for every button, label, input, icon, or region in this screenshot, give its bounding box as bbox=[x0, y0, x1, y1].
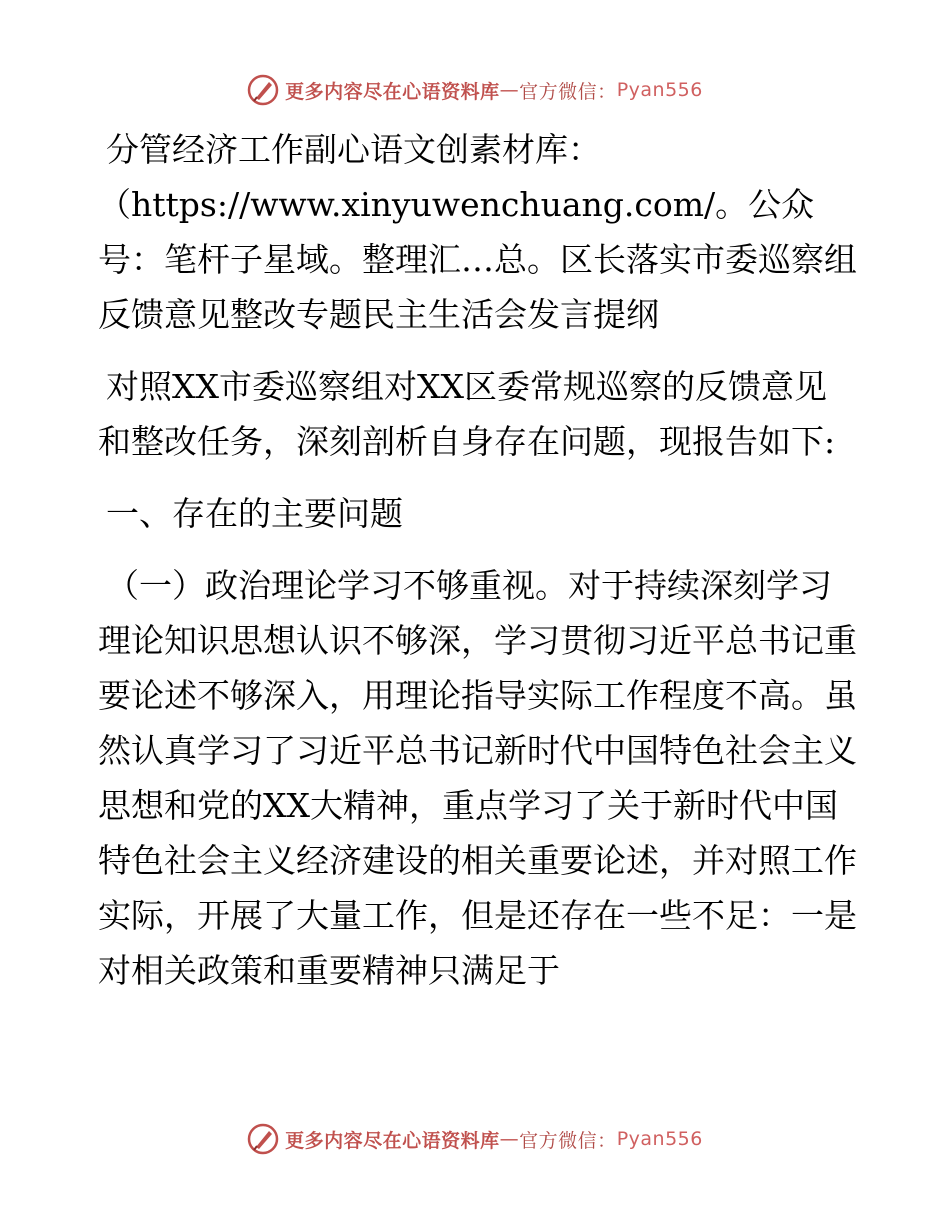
banner-lead-text: 更多内容尽在心语资料库 bbox=[285, 80, 500, 103]
quill-pen-logo-icon bbox=[247, 74, 279, 106]
banner-lead-text: 更多内容尽在心语资料库 bbox=[285, 1129, 500, 1152]
banner-wechat-id: Pyan556 bbox=[616, 1128, 703, 1150]
document-body bbox=[98, 122, 858, 998]
document-title-paragraph: 分管经济工作副心语文创素材库：（https://www.xinyuwenchuang.com/。公众号：笔杆子星域。整理汇…总。区长落实市委巡察组反馈意见整改专题民主生活会发言提纲 bbox=[98, 130, 857, 334]
banner-dash: — bbox=[499, 1128, 520, 1150]
banner-wechat-id: Pyan556 bbox=[616, 79, 703, 101]
intro-paragraph: 对照XX市委巡察组对XX区委常规巡察的反馈意见和整改任务，深刻剖析自身存在问题，现报告如下: bbox=[98, 367, 836, 461]
body-paragraph: （一）政治理论学习不够重视。对于持续深刻学习理论知识思想认识不够深，学习贯彻习近平总书记重要论述不够深入，用理论指导实际工作程度不高。虽然认真学习了习近平总书记新时代中国特色社会主义思想和党的XX大精神，重点学习了关于新时代中国特色社会主义经济建设的相关重要论述，并对照工作实际，开展了大量工作，但是还存在一些不足：一是对相关政策和重要精神只满足于 bbox=[98, 566, 857, 990]
quill-pen-logo-icon bbox=[247, 1123, 279, 1155]
banner-dash: — bbox=[499, 79, 520, 101]
header-watermark-banner bbox=[0, 74, 950, 106]
section-heading: 一、存在的主要问题 bbox=[106, 494, 403, 533]
banner-official-label: 官方微信： bbox=[519, 80, 617, 103]
banner-official-label: 官方微信： bbox=[519, 1129, 617, 1152]
footer-watermark-banner bbox=[0, 1123, 950, 1155]
